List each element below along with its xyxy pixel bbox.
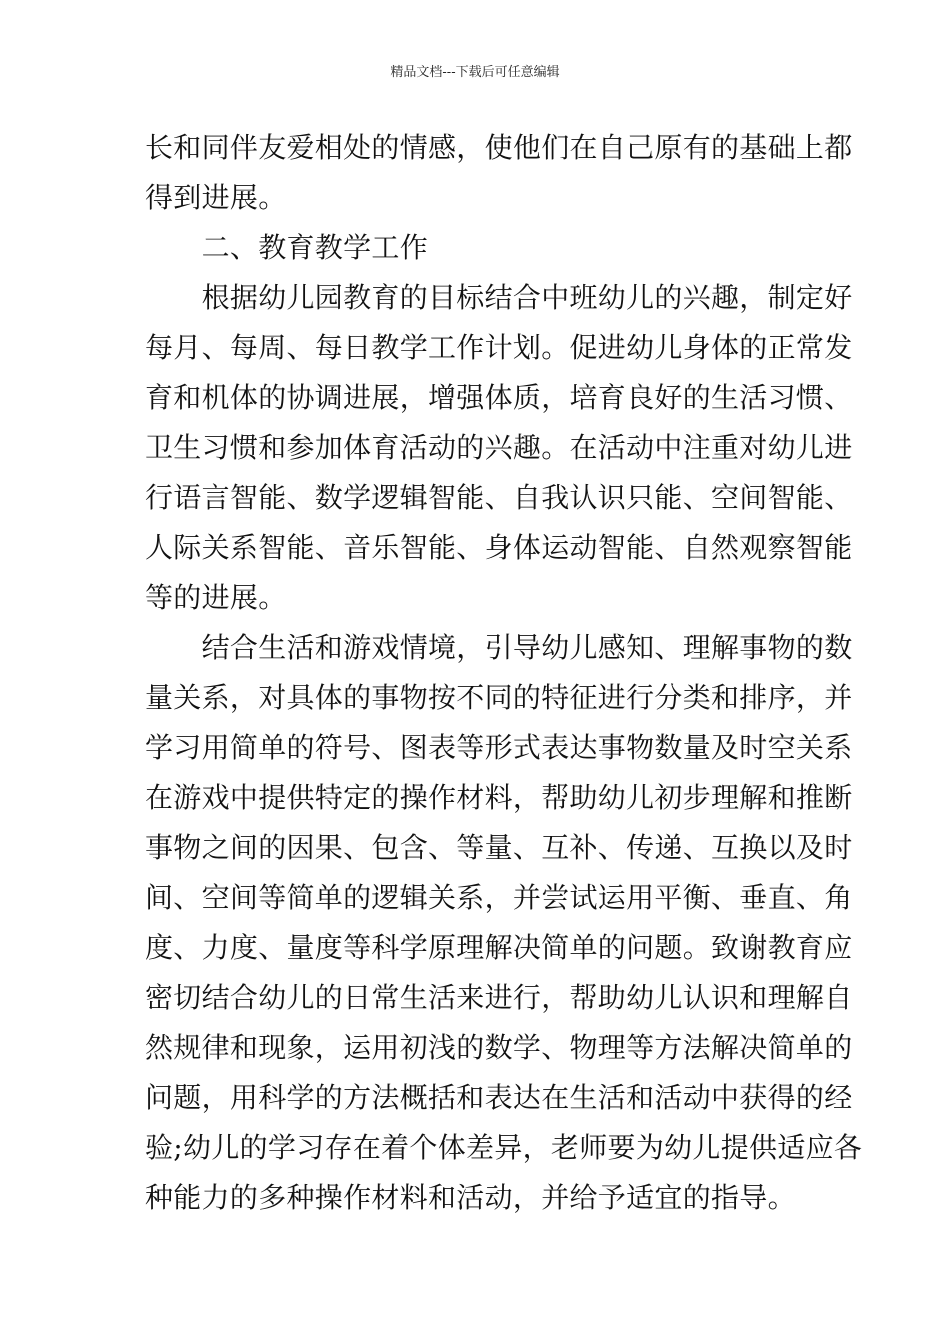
body-line: 等的进展。 [145, 581, 287, 614]
body-line: 人际关系智能、音乐智能、身体运动智能、自然观察智能 [145, 531, 853, 564]
body-line: 间、空间等简单的逻辑关系，并尝试运用平衡、垂直、角 [145, 881, 853, 914]
body-line: 卫生习惯和参加体育活动的兴趣。在活动中注重对幼儿进 [145, 431, 853, 464]
body-line: 在游戏中提供特定的操作材料，帮助幼儿初步理解和推断 [145, 781, 853, 814]
body-line: 根据幼儿园教育的目标结合中班幼儿的兴趣，制定好 [145, 281, 853, 314]
body-line: 度、力度、量度等科学原理解决简单的问题。致谢教育应 [145, 931, 853, 964]
body-line: 结合生活和游戏情境，引导幼儿感知、理解事物的数 [145, 631, 853, 664]
page-header: 精品文档---下载后可任意编辑 [390, 65, 560, 80]
body-line: 育和机体的协调进展，增强体质，培育良好的生活习惯、 [145, 381, 853, 414]
body-line: 每月、每周、每日教学工作计划。促进幼儿身体的正常发 [145, 331, 853, 364]
body-line: 量关系，对具体的事物按不同的特征进行分类和排序，并 [145, 681, 853, 714]
body-line: 验;幼儿的学习存在着个体差异，老师要为幼儿提供适应各 [145, 1131, 863, 1164]
body-line: 学习用简单的符号、图表等形式表达事物数量及时空关系 [145, 731, 853, 764]
body-line: 种能力的多种操作材料和活动，并给予适宜的指导。 [145, 1181, 796, 1214]
body-line: 密切结合幼儿的日常生活来进行，帮助幼儿认识和理解自 [145, 981, 853, 1014]
body-line: 行语言智能、数学逻辑智能、自我认识只能、空间智能、 [145, 481, 853, 514]
body-line: 问题，用科学的方法概括和表达在生活和活动中获得的经 [145, 1081, 853, 1114]
body-line: 长和同伴友爱相处的情感，使他们在自己原有的基础上都 [145, 131, 853, 164]
body-line: 然规律和现象，运用初浅的数学、物理等方法解决简单的 [145, 1031, 853, 1064]
body-line: 事物之间的因果、包含、等量、互补、传递、互换以及时 [145, 831, 853, 864]
body-line: 得到进展。 [145, 181, 287, 214]
section-heading: 二、教育教学工作 [145, 231, 429, 264]
